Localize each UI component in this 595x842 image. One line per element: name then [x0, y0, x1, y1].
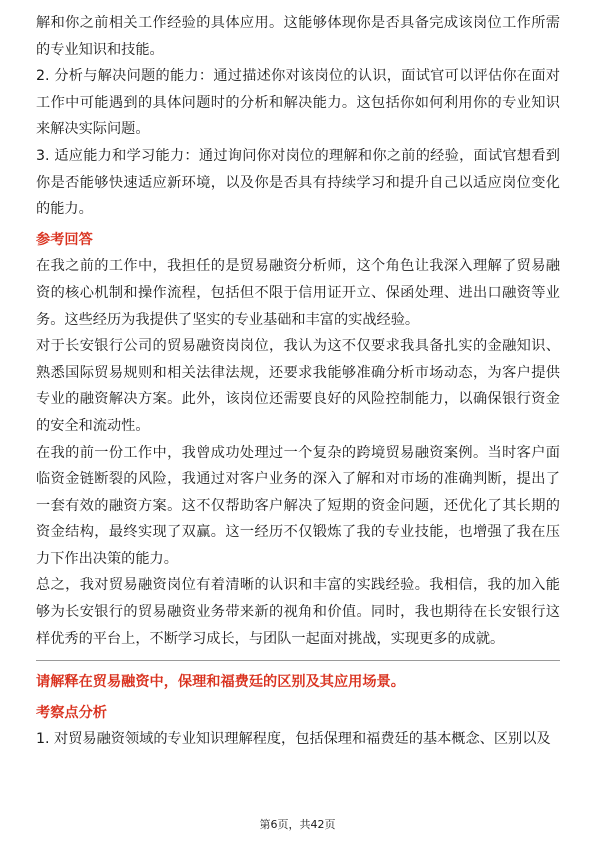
analysis-paragraph-1: 1. 对贸易融资领域的专业知识理解程度，包括保理和福费廷的基本概念、区别以及 [36, 731, 551, 748]
intro-paragraph-3: 3. 适应能力和学习能力：通过询问你对岗位的理解和你之前的经验，面试官想看到你是否能够快速适应新环境，以及你是否具有持续学习和提升自己以适应岗位变化的能力。 [36, 147, 560, 218]
reference-paragraph-4: 总之，我对贸易融资岗位有着清晰的认识和丰富的实践经验。我相信，我的加入能够为长安银行的贸易融资业务带来新的视角和价值。同时，我也期待在长安银行这样优秀的平台上，不断学习成长，与团队一起面对挑战，实现更多的成就。 [36, 577, 560, 647]
section-divider [36, 660, 560, 661]
analysis-heading: 考察点分析 [36, 704, 107, 721]
reference-answer-heading: 参考回答 [36, 231, 93, 248]
document-page [36, 10, 560, 753]
intro-paragraph-2: 2. 分析与解决问题的能力：通过描述你对该岗位的认识，面试官可以评估你在面对工作中可能遇到的具体问题时的分析和解决能力。这包括你如何利用你的专业知识来解决实际问题。 [36, 68, 560, 138]
page-footer: 第6页，共42页 [259, 818, 336, 831]
question-title: 请解释在贸易融资中，保理和福费廷的区别及其应用场景。 [36, 674, 405, 691]
reference-paragraph-2: 对于长安银行公司的贸易融资岗岗位，我认为这不仅要求我具备扎实的金融知识、熟悉国际贸易规则和相关法律法规，还要求我能够准确分析市场动态，为客户提供专业的融资解决方案。此外，该岗位还需要良好的风险控制能力，以确保银行资金的安全和流动性。 [36, 338, 560, 434]
reference-paragraph-3: 在我的前一份工作中，我曾成功处理过一个复杂的跨境贸易融资案例。当时客户面临资金链断裂的风险，我通过对客户业务的深入了解和对市场的准确判断，提出了一套有效的融资方案。这不仅帮助客户解决了短期的资金问题，还优化了其长期的资金结构，最终实现了双赢。这一经历不仅锻炼了我的专业技能，也增强了我在压力下作出决策的能力。 [36, 444, 560, 567]
intro-paragraph-1: 解和你之前相关工作经验的具体应用。这能够体现你是否具备完成该岗位工作所需的专业知识和技能。 [36, 15, 560, 58]
reference-paragraph-1: 在我之前的工作中，我担任的是贸易融资分析师，这个角色让我深入理解了贸易融资的核心机制和操作流程，包括但不限于信用证开立、保函处理、进出口融资等业务。这些经历为我提供了坚实的专业基础和丰富的实战经验。 [36, 258, 560, 328]
